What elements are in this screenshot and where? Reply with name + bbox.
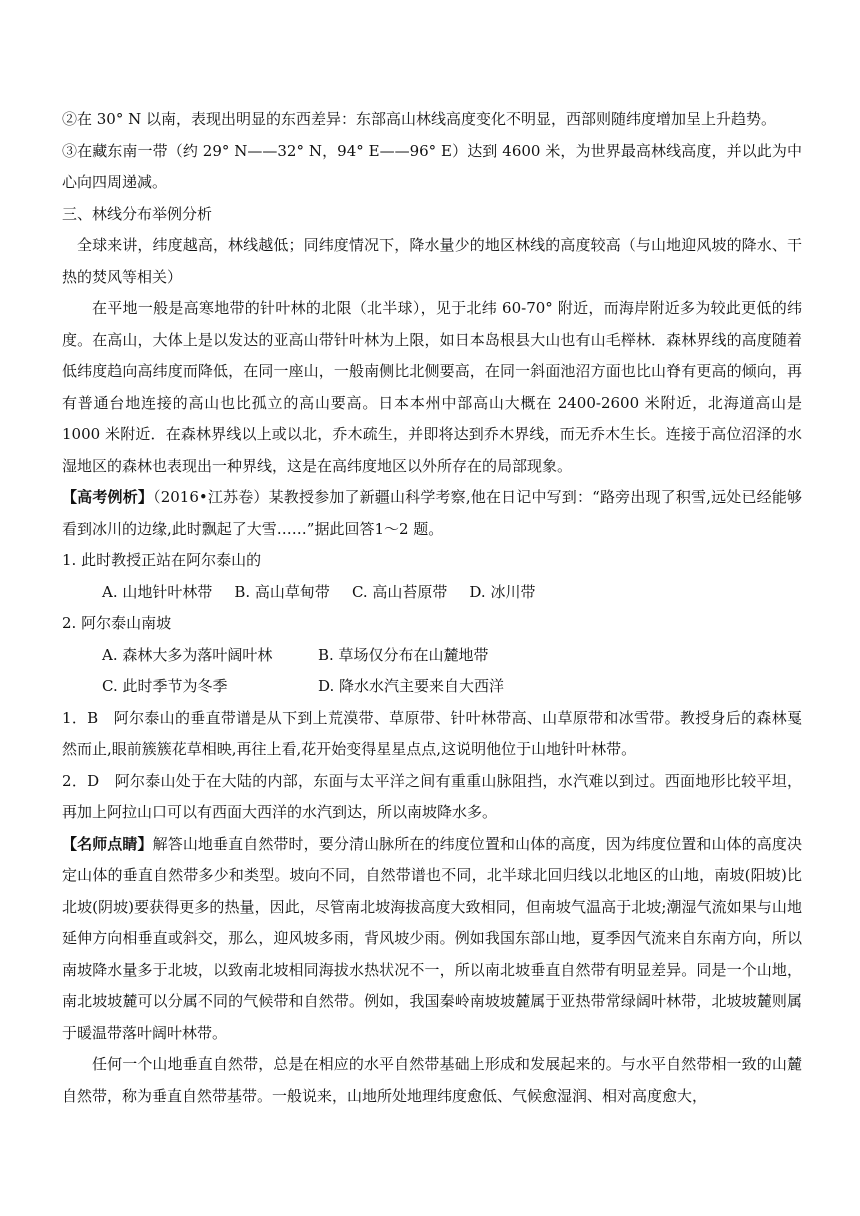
q1-option-a: A. 山地针叶林带 — [102, 582, 213, 601]
question-1-stem: 1. 此时教授正站在阿尔泰山的 — [62, 551, 262, 569]
answer-2: 2．D 阿尔泰山处于在大陆的内部，东面与太平洋之间有重重山脉阻挡，水汽难以到过。西面地形比较平坦，再加上阿拉山口可以有西面大西洋的水汽到达，所以南坡降水多。 — [62, 771, 802, 821]
q2-option-d: D. 降水水汽主要来自大西洋 — [318, 677, 505, 695]
q1-option-b: B. 高山草甸带 — [234, 582, 330, 601]
paragraph-last: 任何一个山地垂直自然带，总是在相应的水平自然带基础上形成和发展起来的。与水平自然带相一致的山麓自然带，称为垂直自然带基带。一般说来，山地所处地理纬度愈低、气候愈湿润、相对高度愈大， — [62, 1055, 802, 1105]
teacher-tip — [62, 829, 802, 1050]
question-2-options-row2 — [62, 671, 802, 703]
tip-label: 【名师点睛】 — [62, 834, 153, 853]
question-2-stem: 2. 阿尔泰山南坡 — [62, 614, 172, 632]
exam-example — [62, 482, 802, 545]
exam-label: 【高考例析】 — [62, 488, 154, 506]
q2-option-a: A. 森林大多为落叶阔叶林 — [102, 645, 273, 664]
answer-1: 1．B 阿尔泰山的垂直带谱是从下到上荒漠带、草原带、针叶林带高、山草原带和冰雪带。教授身后的森林戛然而止,眼前簇簇花草相映,再往上看,花开始变得星星点点,这说明他位于山地针叶林带。 — [62, 708, 802, 758]
question-1-options — [62, 577, 802, 609]
question-2-options-row1 — [62, 640, 802, 672]
tip-text: 解答山地垂直自然带时，要分清山脉所在的纬度位置和山体的高度，因为纬度位置和山体的高度决定山体的垂直自然带多少和类型。坡向不同，自然带谱也不同，北半球北回归线以北地区的山地，南坡(阳坡)比北坡(阴坡)要获得更多的热量，因此，尽管南北坡海拔高度大致相同，但南坡气温高于北坡;潮湿气流如果与山地延伸方向相垂直或斜交，那么，迎风坡多雨，背风坡少雨。例如我国东部山地，夏季因气流来自东南方向，所以南坡降水量多于北坡，以致南北坡相同海拔水热状况不一，所以南北坡垂直自然带有明显差异。同是一个山地，南北坡坡麓可以分属不同的气候带和自然带。例如，我国秦岭南坡坡麓属于亚热带常绿阔叶林带，北坡坡麓则属于暖温带落叶阔叶林带。 — [62, 834, 802, 1042]
paragraph-plain-treeline: 在平地一般是高寒地带的针叶林的北限（北半球），见于北纬 60-70° 附近，而海岸附近多为较此更低的纬度。在高山，大体上是以发达的亚高山带针叶林为上限，如日本岛根县大山也有山毛榉林．森林界线的高度随着低纬度趋向高纬度而降低，在同一座山，一般南侧比北侧要高，在同一斜面池沼方面也比山脊有更高的倾向，再有普通台地连接的高山也比孤立的高山要高。日本本州中部高山大概在 2400-2600 米附近，北海道高山是 1000 米附近．在森林界线以上或以北，乔木疏生，并即将达到乔木界线，而无乔木生长。连接于高位沼泽的水湿地区的森林也表现出一种界线，这是在高纬度地区以外所存在的局部现象。 — [62, 299, 802, 475]
q2-option-c: C. 此时季节为冬季 — [102, 677, 228, 695]
q2-option-b: B. 草场仅分布在山麓地带 — [318, 645, 489, 664]
q1-option-d: D. 冰川带 — [469, 582, 536, 601]
document-body — [62, 104, 802, 1112]
exam-text: （2016•江苏卷）某教授参加了新疆山科学考察,他在日记中写到：“路旁出现了积雪,远处已经能够看到冰川的边缘,此时飘起了大雪……”据此回答1～2 题。 — [62, 488, 802, 538]
paragraph-point-2: ②在 30° N 以南，表现出明显的东西差异：东部高山林线高度变化不明显，西部则随纬度增加呈上升趋势。 — [62, 110, 777, 128]
section-heading: 三、林线分布举例分析 — [62, 204, 213, 223]
paragraph-point-3: ③在藏东南一带（约 29° N——32° N，94° E——96° E）达到 4600 米，为世界最高林线高度，并以此为中心向四周递减。 — [62, 141, 802, 191]
q1-option-c: C. 高山苔原带 — [351, 582, 448, 601]
paragraph-global-treeline: 全球来讲，纬度越高，林线越低；同纬度情况下，降水量少的地区林线的高度较高（与山地迎风坡的降水、干热的焚风等相关） — [62, 236, 802, 286]
